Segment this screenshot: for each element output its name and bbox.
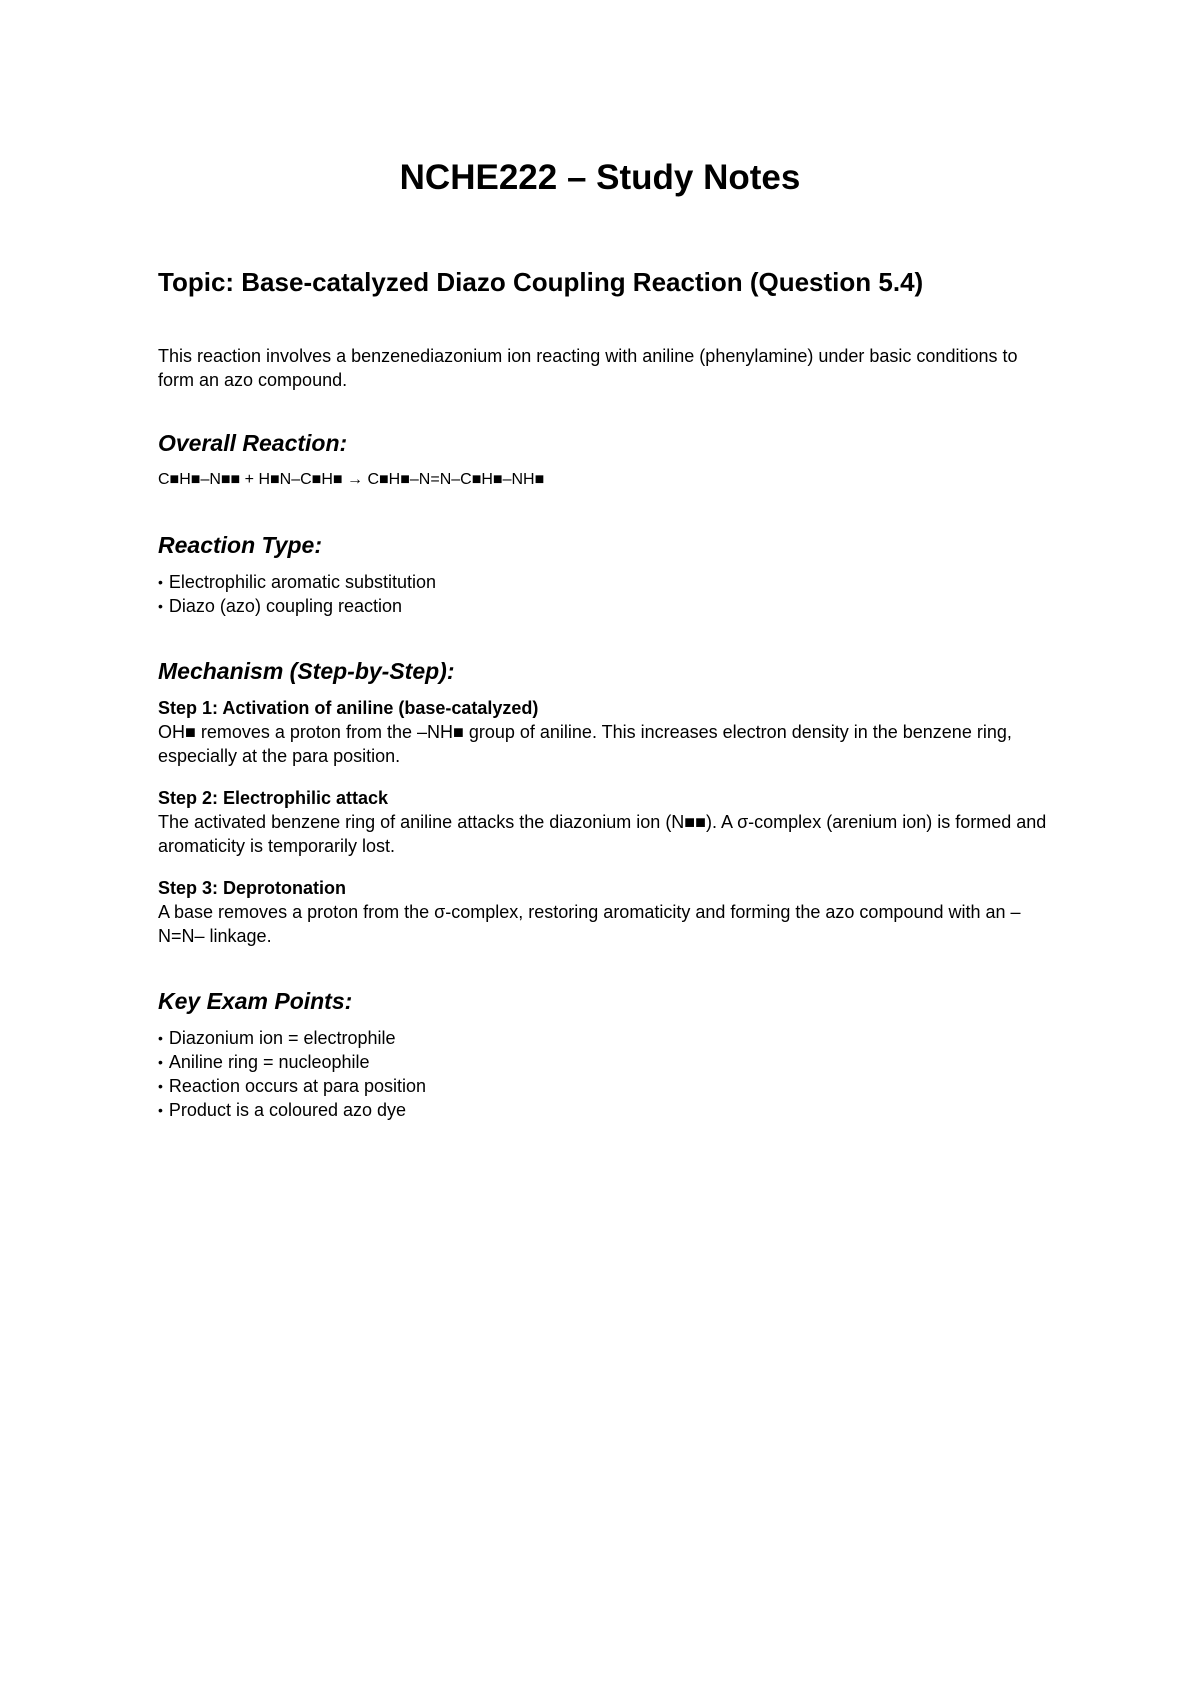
mechanism-section bbox=[158, 656, 1058, 948]
document-body bbox=[158, 264, 1058, 1122]
overall-reaction-section bbox=[158, 428, 1058, 492]
mechanism-heading: Mechanism (Step-by-Step): bbox=[158, 658, 455, 684]
step-title: Step 1: Activation of aniline (base-catalyzed) bbox=[158, 698, 539, 718]
list-item: • Electrophilic aromatic substitution bbox=[158, 570, 1058, 594]
mechanism-step-2 bbox=[158, 786, 1058, 858]
mechanism-step-1 bbox=[158, 696, 1058, 768]
step-text: The activated benzene ring of aniline attacks the diazonium ion (N■■). A σ-complex (arenium ion) is formed and aromaticity is temporarily lost. bbox=[158, 812, 1047, 856]
reaction-type-heading: Reaction Type: bbox=[158, 532, 323, 558]
page-title: NCHE222 – Study Notes bbox=[399, 158, 801, 197]
reaction-type-list bbox=[158, 570, 1058, 618]
list-item: • Reaction occurs at para position bbox=[158, 1074, 1058, 1098]
step-text: OH■ removes a proton from the –NH■ group of aniline. This increases electron density in the benzene ring, especially at the para position. bbox=[158, 722, 1012, 766]
mechanism-step-3 bbox=[158, 876, 1058, 948]
topic-heading: Topic: Base-catalyzed Diazo Coupling Reaction (Question 5.4) bbox=[158, 267, 924, 297]
key-points-heading: Key Exam Points: bbox=[158, 988, 353, 1014]
list-item: • Diazonium ion = electrophile bbox=[158, 1026, 1058, 1050]
step-title: Step 2: Electrophilic attack bbox=[158, 788, 389, 808]
reaction-type-section bbox=[158, 530, 1058, 618]
key-points-list bbox=[158, 1026, 1058, 1122]
intro-paragraph: This reaction involves a benzenediazonium ion reacting with aniline (phenylamine) under basic conditions to form an azo compound. bbox=[158, 346, 1018, 390]
list-item: • Diazo (azo) coupling reaction bbox=[158, 594, 1058, 618]
list-item: • Product is a coloured azo dye bbox=[158, 1098, 1058, 1122]
overall-reaction-heading: Overall Reaction: bbox=[158, 430, 348, 456]
step-title: Step 3: Deprotonation bbox=[158, 878, 346, 898]
key-points-section bbox=[158, 986, 1058, 1122]
reaction-equation: C■H■–N■■ + H■N–C■H■ → C■H■–N=N–C■H■–NH■ bbox=[158, 471, 545, 488]
step-text: A base removes a proton from the σ-complex, restoring aromaticity and forming the azo compound with an –N=N– linkage. bbox=[158, 902, 1021, 946]
list-item: • Aniline ring = nucleophile bbox=[158, 1050, 1058, 1074]
